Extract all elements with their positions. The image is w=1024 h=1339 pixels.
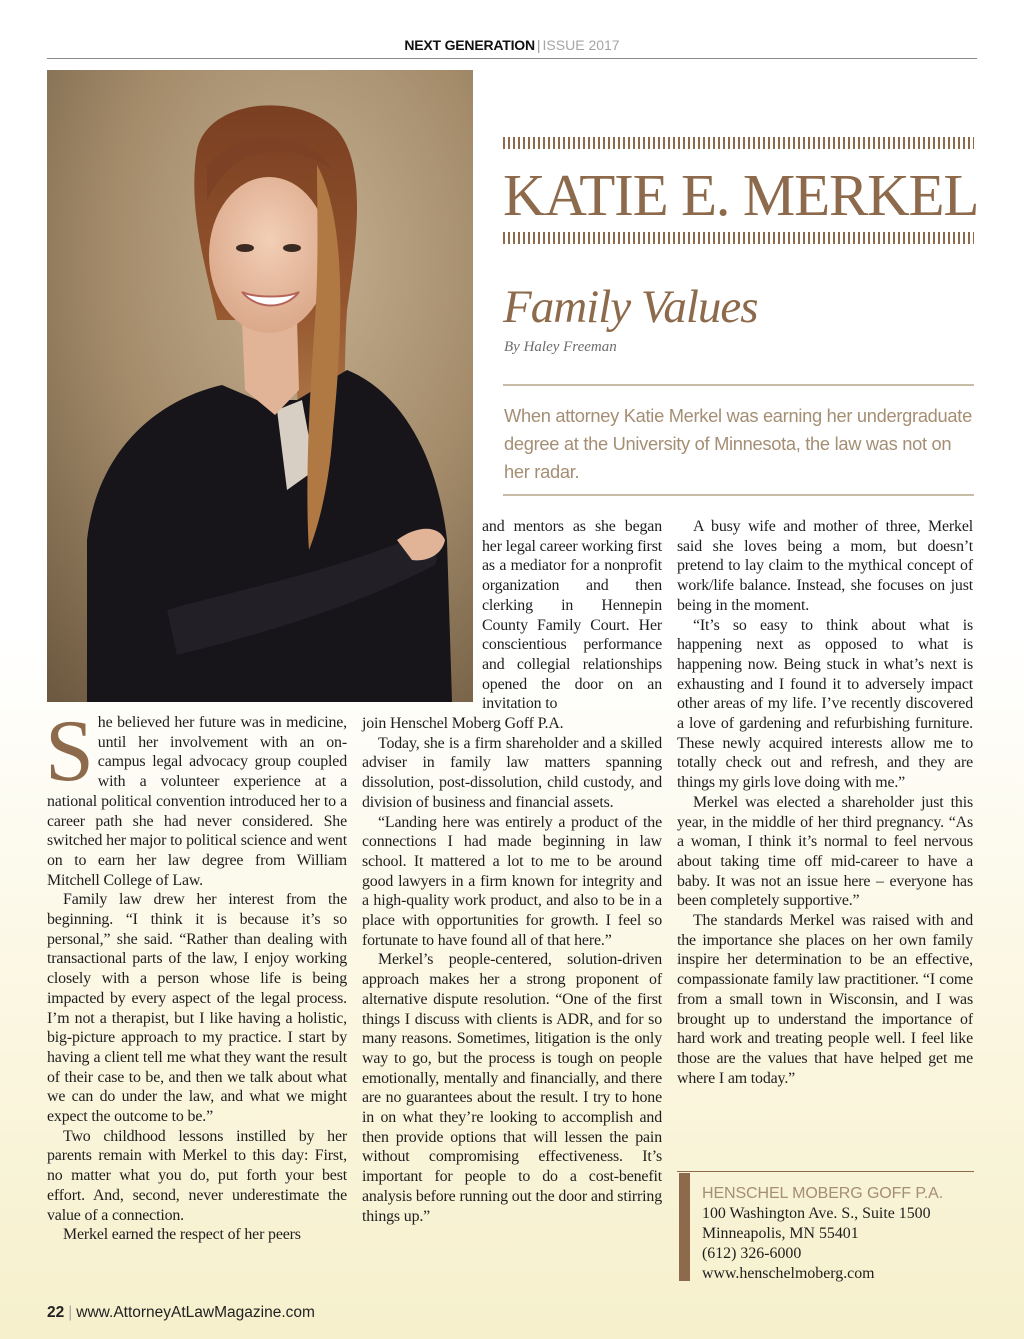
paragraph-text: he believed her future was in medicine, until her involvement with an on-campus legal advocacy group coupled with a volunteer experience at a national political convention introduced her to a career path she had never considered. She switched her major to political science and went on to earn her law degree from William Mitchell College of Law. xyxy=(47,714,347,889)
magazine-url-link[interactable]: www.AttorneyAtLawMagazine.com xyxy=(76,1304,315,1321)
drop-cap: S xyxy=(45,703,94,800)
body-paragraph: and mentors as she began her legal career working first as a mediator for a nonprofit organization and then clerking in Hennepin County Family Court. Her conscientious performance and collegial relationships opened the door on an invitation to xyxy=(482,518,662,713)
byline: By Haley Freeman xyxy=(504,339,617,355)
body-paragraph: Merkel’s people-centered, solution-driven approach makes her a strong proponent of alternative dispute resolution. “One of the first things I discuss with clients is ADR, and for so many reasons. Sometimes, litigation is the only way to go, but the process is tough on people emotionally, mentally and financially, and there are no guarantees about the result. I try to hone in on what they’re looking to accomplish and then provide options that will lessen the pain without compromising effectiveness. It’s important for people to do a cost-benefit analysis before running out the door and stirring things up.” xyxy=(362,951,662,1225)
body-paragraph: Today, she is a firm shareholder and a skilled adviser in family law matters spanning dissolution, post-dissolution, child custody, and division of business and financial assets. xyxy=(362,734,662,811)
decorative-tick-border-bottom xyxy=(503,232,974,244)
body-paragraph: “Landing here was entirely a product of the connections I had made beginning in law school. It mattered a lot to me to be around good lawyers in a firm known for integrity and a high-quality work product, and also to be in a place with opportunities for growth. I feel so fortunate to have found all of that here.” xyxy=(362,813,662,949)
intro-divider-top xyxy=(503,384,974,386)
decorative-tick-border-top xyxy=(503,137,974,149)
firm-box-accent-bar xyxy=(679,1173,690,1281)
issue-label: ISSUE 2017 xyxy=(542,37,620,53)
body-paragraph: Merkel was elected a shareholder just this year, in the middle of her third pregnancy. “As a woman, I think it’s normal to feel nervous about taking time off mid-career to have a baby. It was not an issue here – everyone has been completely supportive.” xyxy=(677,793,973,910)
body-paragraph: “It’s so easy to think about what is happening next as opposed to what is happening now. Being stuck in what’s next is exhausting and I found it to adversely impact other areas of my life. I’ve recently discovered a love of gardening and refurbishing furniture. These newly acquired interests allow me to totally check out and refresh, and they are things my girls love doing with me.” xyxy=(677,616,973,792)
intro-deck: When attorney Katie Merkel was earning her undergraduate degree at the University of Minnesota, the law was not on her radar. xyxy=(504,405,972,482)
body-column-2-top xyxy=(482,517,662,714)
body-paragraph-continued: join Henschel Moberg Goff P.A. xyxy=(362,715,564,732)
portrait-photo xyxy=(47,70,473,702)
firm-address-line-1: 100 Washington Ave. S., Suite 1500 xyxy=(702,1205,931,1222)
page-number: 22 xyxy=(47,1304,65,1321)
header-separator: | xyxy=(536,37,541,53)
firm-box-rule xyxy=(677,1171,974,1172)
header-divider xyxy=(47,58,977,59)
firm-phone: (612) 326-6000 xyxy=(702,1245,802,1262)
article-title: Family Values xyxy=(503,281,758,333)
intro-divider-bottom xyxy=(503,494,974,496)
page-footer xyxy=(47,1303,315,1323)
body-paragraph: Merkel earned the respect of her peers xyxy=(63,1226,301,1244)
body-column-3 xyxy=(677,517,973,1088)
body-column-1 xyxy=(45,703,347,1245)
firm-address-line-2: Minneapolis, MN 55401 xyxy=(702,1225,859,1242)
body-paragraph xyxy=(45,703,347,890)
body-column-2 xyxy=(362,714,662,1226)
subject-name: KATIE E. MERKEL xyxy=(503,162,979,228)
portrait-illustration xyxy=(47,70,473,702)
body-paragraph: A busy wife and mother of three, Merkel said she loves being a mom, but doesn’t pretend to lay claim to the mythical concept of work/life balance. Instead, she focuses on just being in the moment. xyxy=(677,518,973,614)
publication-name: NEXT GENERATION xyxy=(404,37,535,53)
body-paragraph: Family law drew her interest from the beginning. “I think it is because it’s so personal,” she said. “Rather than dealing with transactional parts of the law, I enjoy working closely with a person whose life is being impacted by every aspect of the legal process. I’m not a therapist, but I like having a holistic, big-picture approach to my practice. I start by having a client tell me what they want the result of their case to be, and then we talk about what we can do under the law, and what we might expect the outcome to be.” xyxy=(47,891,347,1126)
firm-website-link[interactable]: www.henschelmoberg.com xyxy=(702,1265,875,1282)
body-paragraph: Two childhood lessons instilled by her parents remain with Merkel to this day: First, no matter what you do, put forth your best effort. And, second, never underestimate the value of a connection. xyxy=(47,1127,347,1224)
body-paragraph: The standards Merkel was raised with and the importance she places on her own family inspire her determination to be an effective, compassionate family law practitioner. “I come from a small town in Wisconsin, and I was brought up to understand the importance of hard work and treating people well. I feel like those are the values that have helped get me where I am today.” xyxy=(677,912,973,1087)
running-header xyxy=(47,34,977,56)
firm-contact-box xyxy=(677,1171,974,1281)
firm-name: HENSCHEL MOBERG GOFF P.A. xyxy=(702,1185,944,1202)
footer-separator: | xyxy=(68,1304,73,1321)
